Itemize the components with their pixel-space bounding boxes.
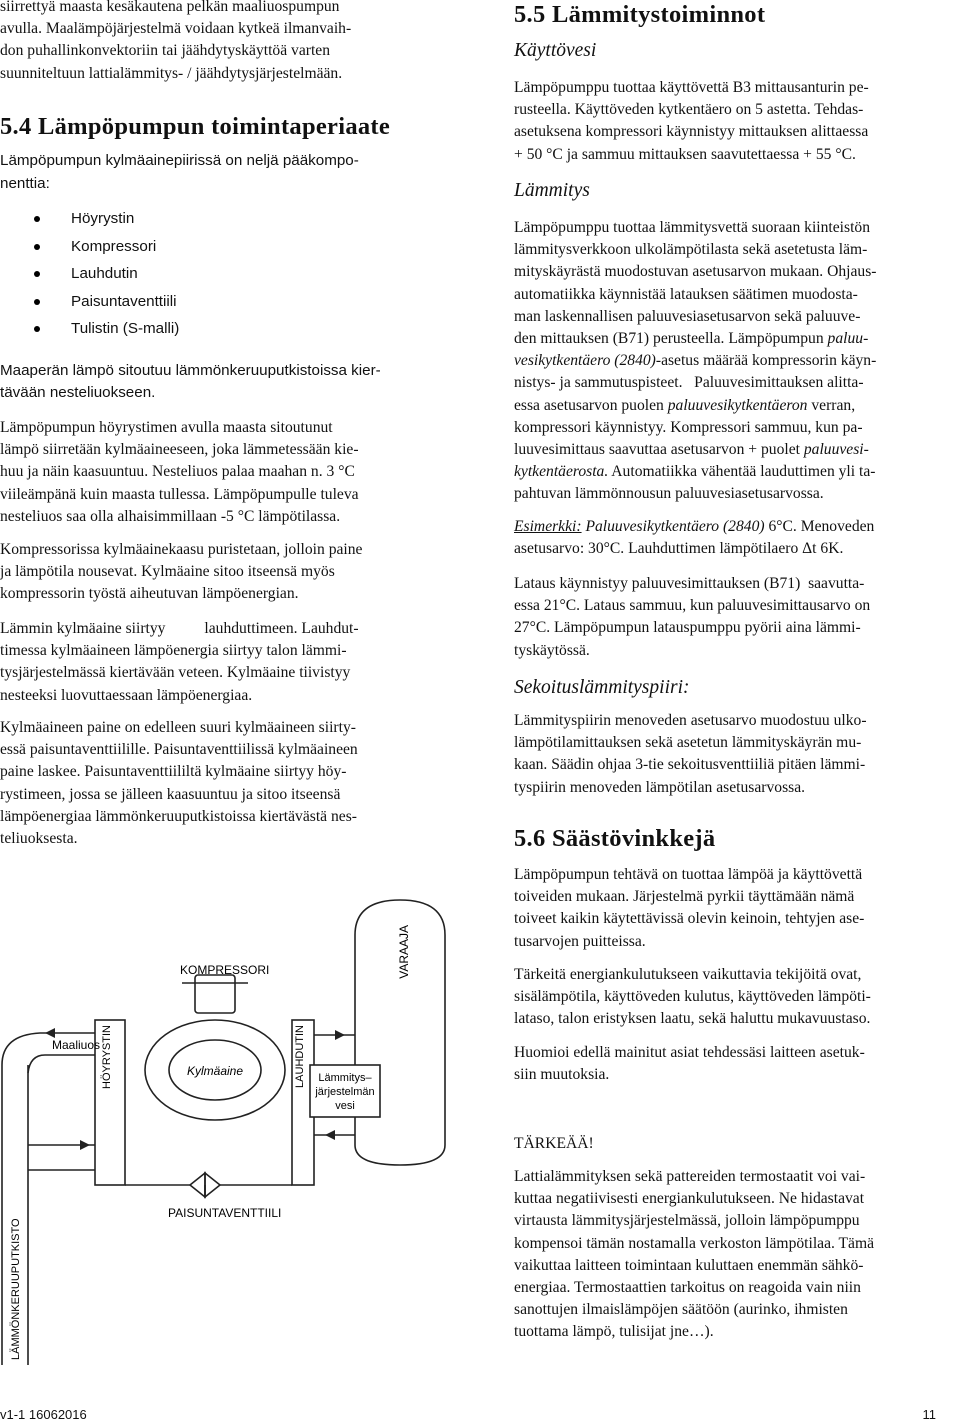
text-span: verran, bbox=[811, 396, 856, 414]
intro-paragraph bbox=[0, 0, 448, 85]
section-5-4-heading: 5.4 Lämpöpumpun toimintaperiaate bbox=[0, 113, 391, 140]
text-line: pahtuvan lämmönnousun paluuvesiasetusarvossa. bbox=[514, 485, 824, 503]
paragraph-kompressori bbox=[0, 539, 448, 606]
arrow-icon bbox=[335, 1030, 345, 1040]
label-hoyrystin: HÖYRYSTIN bbox=[101, 1025, 113, 1089]
text-line: suunniteltuun lattialämmitys- / jäähdytysjärjestelmään. bbox=[0, 64, 343, 82]
text-span: luuvesimittaus saavuttaa asetusarvon + puolet bbox=[514, 441, 800, 459]
text-line: energiaa. Termostaattien tarkoitus on reagoida vain niin bbox=[514, 1279, 861, 1297]
text-line: Lämpöpumpun tehtävä on tuottaa lämpöä ja käyttövettä bbox=[514, 866, 863, 883]
text-line: asetusarvo: 30°C. Lauhduttimen lämpötilaero Δt 6K. bbox=[514, 540, 844, 558]
text-line: + 50 °C ja sammuu mittauksen saavutettaessa + 55 °C. bbox=[514, 145, 856, 163]
label-lammitys: järjestelmän bbox=[315, 1086, 375, 1098]
list-item-label: Tulistin (S-malli) bbox=[71, 320, 180, 337]
text-line: mityskäyrästä muodostuvan asetusarvon mukaan. Ohjaus- bbox=[514, 263, 877, 281]
text-line: automatiikka käynnistää latauksen säätimen muodosta- bbox=[514, 285, 858, 303]
text-line: sanottujen ilmaislämpöjen säätöön (aurinko, ihmisten bbox=[514, 1301, 848, 1319]
text-line: sisälämpötila, käyttöveden kulutus, käyttöveden lämpöti- bbox=[514, 988, 871, 1006]
text-line: vaikuttaa laitteen toimintaan kuluttaen enemmän sähkö- bbox=[514, 1256, 864, 1274]
text-line bbox=[514, 461, 960, 483]
text-line: rusteella. Käyttöveden kytkentäero on 5 astetta. Tehdas- bbox=[514, 101, 864, 119]
text-line: huu ja näin kaasuuntuu. Nesteliuos palaa maahan n. 3 °C bbox=[0, 463, 355, 481]
text-line: nesteliuos saa olla alhaisimmillaan -5 °C lämpötilassa. bbox=[0, 507, 341, 525]
text-line: rystimeen, jossa se jälleen kaasuuntuu ja sitoo itseensä bbox=[0, 785, 341, 803]
text-line: lataso, talon eristyksen laatu, sekä haluttu mukavuustaso. bbox=[514, 1010, 871, 1028]
text-line: asetuksena kompressori käynnistyy mittauksen alittaessa bbox=[514, 123, 869, 141]
list-item bbox=[0, 205, 448, 233]
text-line: Lämpöpumpun kylmäainepiirissä on neljä pääkompo- bbox=[0, 152, 359, 169]
list-item-label: Lauhdutin bbox=[71, 265, 138, 282]
text-line: teliuoksesta. bbox=[0, 830, 78, 848]
list-item bbox=[0, 288, 448, 316]
section-5-5-heading: 5.5 Lämmitystoiminnot bbox=[514, 1, 766, 28]
list-item bbox=[0, 233, 448, 261]
paragraph-lammitys bbox=[514, 217, 960, 506]
text-line: lämmitysverkkoon ulkolämpötilasta sekä asetetusta läm- bbox=[514, 241, 868, 259]
text-line: siirrettyä maasta kesäkautena pelkän maaliuospumpun bbox=[0, 0, 340, 15]
text-line: kompressorin työstä aiheutuvan lämpöenergian. bbox=[0, 585, 299, 603]
text-line: Lämpöpumppu tuottaa lämmitysvettä suoraan kiinteistön bbox=[514, 219, 870, 236]
text-line: toiveet kaikin käytettävissä olevin keinoin, tehtyjen ase- bbox=[514, 910, 865, 928]
text-line bbox=[514, 395, 960, 417]
text-line: Lämpöpumppu tuottaa käyttövettä B3 mittausanturin pe- bbox=[514, 79, 869, 96]
paragraph-maaperan bbox=[0, 360, 448, 404]
text-span: den mittauksen (B71) perusteella. Lämpöpumpun bbox=[514, 330, 824, 348]
paragraph-saastovinkit-3 bbox=[514, 1042, 960, 1086]
text-line bbox=[514, 516, 960, 538]
arrow-icon bbox=[325, 1130, 335, 1140]
bullet-icon bbox=[34, 326, 40, 332]
list-item-label: Kompressori bbox=[71, 237, 157, 255]
paragraph-saastovinkit-1 bbox=[514, 864, 960, 953]
brine-pipe-top-inner bbox=[28, 1055, 95, 1073]
text-line: kompensoi tämän nostamalla verkoston lämpötilaa. Tämä bbox=[514, 1234, 875, 1252]
text-line: man laskennallisen paluuvesiasetusarvon sekä paluuve- bbox=[514, 307, 861, 325]
text-line: Tärkeitä energiankulutukseen vaikuttavia tekijöitä ovat, bbox=[514, 966, 862, 983]
expansion-valve-shape bbox=[190, 1173, 205, 1197]
bullet-icon bbox=[34, 216, 40, 222]
text-line: tävään nesteliuokseen. bbox=[0, 384, 156, 402]
paragraph-lauhdutin bbox=[0, 618, 448, 707]
bullet-icon bbox=[34, 299, 40, 305]
text-line: nesteeksi luovuttaessaan lämpöenergiaa. bbox=[0, 686, 253, 704]
compressor-box bbox=[195, 975, 235, 1013]
footer-version: v1-1 16062016 bbox=[0, 1407, 87, 1422]
label-keruuputkisto: LÄMMÖNKERUUPUTKISTO bbox=[10, 1218, 22, 1360]
text-span: essa asetusarvon puolen bbox=[514, 396, 664, 414]
label-varaaja: VARAAJA bbox=[397, 925, 411, 979]
text-line bbox=[514, 439, 960, 461]
text-line: tyspiirin menoveden lämpötilan asetusarvossa. bbox=[514, 778, 806, 796]
text-line: tyskäytössä. bbox=[514, 641, 590, 659]
list-item bbox=[0, 315, 448, 343]
text-line: kuttaa negatiivisesti energiankulutukseen. Ne hidastavat bbox=[514, 1190, 865, 1208]
text-span-italic: paluuvesikytkentäeron bbox=[667, 396, 808, 414]
text-line: kaan. Säädin ohjaa 3-tie sekoitusventtiiliä pitäen lämmi- bbox=[514, 756, 866, 774]
label-paisuntaventtiili: PAISUNTAVENTTIILI bbox=[168, 1206, 282, 1220]
text-line: Lämmityspiirin menoveden asetusarvo muodostuu ulko- bbox=[514, 712, 867, 729]
text-line: tusarvojen puitteissa. bbox=[514, 932, 646, 950]
text-span-italic: kytkentäerosta. bbox=[514, 463, 609, 481]
text-line: essä paisuntaventtiilille. Paisuntaventtiilissä kylmäaineen bbox=[0, 741, 358, 759]
text-span-italic: vesikytkentäero (2840) bbox=[514, 352, 656, 370]
text-line: Lataus käynnistyy paluuvesimittauksen (B71) saavutta- bbox=[514, 575, 865, 592]
subheading-kayttovesi: Käyttövesi bbox=[514, 40, 597, 61]
section-5-6-heading: 5.6 Säästövinkkejä bbox=[514, 825, 716, 852]
text-line: siin muutoksia. bbox=[514, 1066, 610, 1084]
list-item bbox=[0, 260, 448, 288]
text-line: tysjärjestelmässä kiertävään veteen. Kylmäaine tiivistyy bbox=[0, 664, 351, 682]
list-item-label: Paisuntaventtiili bbox=[71, 292, 177, 310]
bullet-icon bbox=[34, 271, 40, 277]
text-line bbox=[514, 350, 960, 372]
paragraph-important bbox=[514, 1166, 960, 1344]
subheading-lammitys: Lämmitys bbox=[514, 180, 590, 201]
text-line: 27°C. Lämpöpumpun latauspumppu pyörii aina lämmi- bbox=[514, 619, 861, 637]
text-span: -asetus määrää kompressorin käyn- bbox=[655, 352, 877, 370]
text-line: Lämpöpumpun höyrystimen avulla maasta sitoutunut bbox=[0, 419, 333, 436]
paragraph-saastovinkit-2 bbox=[514, 964, 960, 1031]
arrow-icon bbox=[80, 1140, 90, 1150]
text-line: Maaperän lämpö sitoutuu lämmönkeruuputkistoissa kier- bbox=[0, 362, 381, 379]
footer-page-number: 11 bbox=[922, 1407, 936, 1422]
text-line: toiveiden mukaan. Järjestelmä pyrkii täyttämään nämä bbox=[514, 888, 855, 906]
text-line: Kylmäaineen paine on edelleen suuri kylmäaineen siirty- bbox=[0, 719, 356, 736]
text-line: Kompressorissa kylmäainekaasu puristetaan, jolloin paine bbox=[0, 541, 363, 558]
paragraph-paisuntaventtiili bbox=[0, 717, 448, 850]
text-line: viileämpänä kuin maasta tullessa. Lämpöpumpulle tuleva bbox=[0, 485, 359, 503]
text-line: timessa kylmäaineen lämpöenergia siirtyy talon lämmi- bbox=[0, 642, 347, 660]
text-line: Lattialämmityksen sekä pattereiden termostaatit voi vai- bbox=[514, 1168, 866, 1185]
arrow-icon bbox=[45, 1028, 55, 1038]
text-line: tuottama lämpö, tulisijat jne…). bbox=[514, 1323, 714, 1341]
text-line bbox=[514, 328, 960, 350]
text-line: Lämmin kylmäaine siirtyy lauhduttimeen. Lauhdut- bbox=[0, 620, 359, 637]
list-item-label: Höyrystin bbox=[71, 210, 135, 227]
text-span-italic: paluu- bbox=[827, 330, 869, 348]
text-line: kompressori käynnistyy. Kompressori sammuu, kun pa- bbox=[514, 418, 863, 436]
text-span-italic: paluuvesi- bbox=[803, 441, 869, 459]
text-line: avulla. Maalämpöjärjestelmä voidaan kytkeä ilmanvaih- bbox=[0, 20, 352, 38]
subheading-sekoitus: Sekoituslämmityspiiri: bbox=[514, 677, 690, 698]
text-line: essa 21°C. Lataus sammuu, kun paluuvesimittausarvo on bbox=[514, 597, 871, 615]
paragraph-hoyrystin bbox=[0, 417, 448, 528]
text-line: nenttia: bbox=[0, 174, 50, 192]
paragraph-lataus bbox=[514, 573, 960, 662]
text-span-italic: Esimerkki: bbox=[514, 518, 582, 535]
text-line: lämpö siirretään kylmäaineeseen, joka lämmetessään kie- bbox=[0, 441, 359, 459]
component-list bbox=[0, 205, 448, 343]
text-line: nistys- ja sammutuspisteet. Paluuvesimittauksen alitta- bbox=[514, 374, 864, 392]
label-lauhdutin: LAUHDUTIN bbox=[294, 1025, 306, 1088]
text-line: Huomioi edellä mainitut asiat tehdessäsi laitteen asetuk- bbox=[514, 1044, 865, 1061]
bullet-icon bbox=[34, 244, 40, 250]
heat-pump-diagram bbox=[0, 895, 460, 1370]
paragraph-esimerkki bbox=[514, 516, 960, 560]
text-span-italic: Paluuvesikytkentäero (2840) bbox=[585, 518, 765, 535]
important-label: TÄRKEÄÄ! bbox=[514, 1135, 594, 1152]
section-5-4-intro bbox=[0, 150, 448, 195]
text-line: don puhallinkonvektoriin tai jäähdytyskäyttöä varten bbox=[0, 42, 330, 60]
expansion-valve-shape-b bbox=[205, 1173, 220, 1197]
text-line: ja lämpötila nousevat. Kylmäaine sitoo itseensä myös bbox=[0, 563, 335, 581]
text-span: 6°C. Menoveden bbox=[768, 518, 875, 535]
text-line: lämpöenergiaa lämmönkeruuputkistoissa kiertävästä nes- bbox=[0, 807, 357, 825]
label-kompressori: KOMPRESSORI bbox=[180, 963, 270, 977]
text-line: paine laskee. Paisuntaventtiililtä kylmäaine siirtyy höy- bbox=[0, 763, 347, 781]
text-line: lämpötilamittauksen sekä asetetun lämmityskäyrän mu- bbox=[514, 734, 862, 752]
label-lammitys: vesi bbox=[335, 1100, 355, 1112]
text-line: virtausta lämmitysjärjestelmässä, jolloin lämpöpumppu bbox=[514, 1212, 860, 1230]
label-maaliuos: Maaliuos bbox=[52, 1038, 101, 1052]
label-lammitys: Lämmitys– bbox=[318, 1072, 372, 1084]
label-kylmaaine: Kylmäaine bbox=[186, 1064, 244, 1078]
text-span: Automatiikka vähentää lauduttimen yli ta- bbox=[611, 463, 876, 481]
paragraph-kayttovesi bbox=[514, 77, 960, 166]
paragraph-sekoitus bbox=[514, 710, 960, 799]
